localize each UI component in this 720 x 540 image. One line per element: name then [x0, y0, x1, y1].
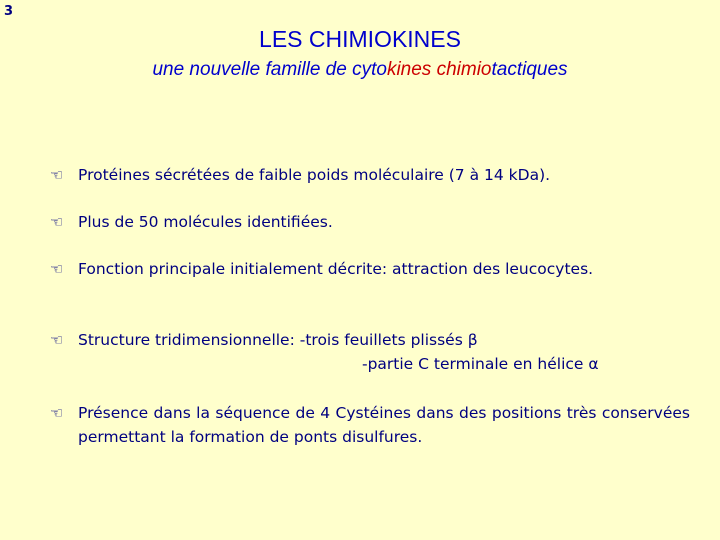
slide-title: LES CHIMIOKINES — [259, 26, 461, 52]
pointing-hand-icon: ☜ — [50, 166, 64, 184]
pointing-hand-icon: ☜ — [50, 331, 64, 349]
subtitle-highlight: kines — [386, 59, 432, 80]
pointing-hand-icon: ☜ — [50, 213, 64, 231]
structure-line-2: -partie C terminale en hélice α — [362, 355, 599, 373]
bullet-text: Fonction principale initialement décrite: attraction des leucocytes. — [78, 260, 594, 278]
subtitle-part: tactiques — [491, 59, 568, 80]
bullet-text: Protéines sécrétées de faible poids moléculaire (7 à 14 kDa). — [78, 166, 551, 184]
bullet-text: Plus de 50 molécules identifiées. — [78, 213, 333, 231]
subtitle-part: une nouvelle famille de cyto — [152, 59, 387, 80]
bullet-text: Présence dans la séquence de 4 Cystéines dans des positions très conservées permettant la formation de ponts disulfures. — [78, 404, 690, 446]
bullet-text — [78, 328, 690, 376]
slide-number: 3 — [4, 4, 14, 19]
slide-subtitle — [0, 59, 720, 81]
subtitle-highlight: chimio — [436, 59, 492, 80]
structure-line-1: Structure tridimensionnelle: -trois feuillets plissés β — [78, 331, 478, 349]
pointing-hand-icon: ☜ — [50, 260, 64, 278]
pointing-hand-icon: ☜ — [50, 404, 64, 422]
